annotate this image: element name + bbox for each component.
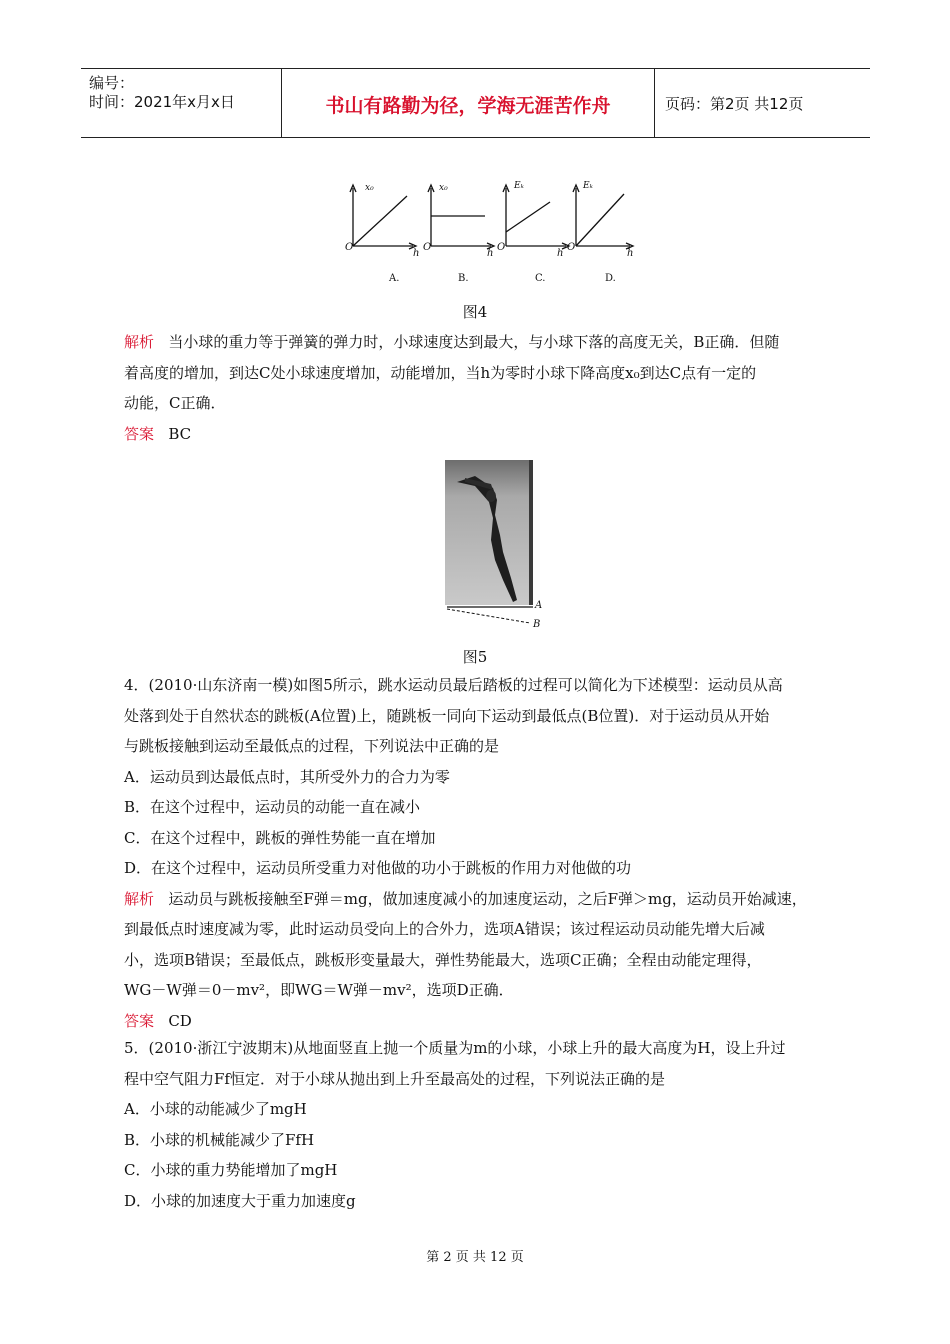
option-d: D．在这个过程中，运动员所受重力对他做的功小于跳板的作用力对他做的功 bbox=[124, 859, 632, 877]
analysis-line: 当小球的重力等于弹簧的弹力时，小球速度达到最大，与小球下落的高度无关，B正确．但随 bbox=[168, 333, 780, 351]
time-label: 时间：2021年x月x日 bbox=[89, 93, 235, 111]
option-c: C．在这个过程中，跳板的弹性势能一直在增加 bbox=[124, 828, 436, 847]
page-info: 页码：第2页 共12页 bbox=[665, 95, 804, 113]
q4-stem bbox=[124, 670, 864, 1036]
question-line: 处落到处于自然状态的跳板(A位置)上，随跳板一同向下运动到最低点(B位置)．对于运动员从开始 bbox=[124, 706, 770, 725]
header-meta-cell bbox=[81, 69, 282, 137]
analysis-line: 到最低点时速度减为零，此时运动员受向上的合外力，选项A错误；该过程运动员动能先增大后减 bbox=[124, 920, 765, 938]
option-a: A．小球的动能减少了mgH bbox=[124, 1100, 307, 1118]
q5-stem bbox=[124, 1033, 864, 1216]
q3-analysis bbox=[124, 327, 864, 449]
panel-a-tag: A. bbox=[389, 273, 400, 284]
answer-label: 答案 bbox=[124, 424, 155, 443]
panel-c-ylabel: Eₖ bbox=[514, 181, 524, 191]
option-b: B．小球的机械能减少了FfH bbox=[124, 1130, 315, 1149]
panel-d-xlabel: h bbox=[627, 248, 634, 259]
analysis-line: WG－W弹＝0－mv²，即WG＝W弹－mv²，选项D正确． bbox=[124, 981, 514, 999]
panel-a-origin: O bbox=[345, 242, 354, 253]
panel-d-tag: D. bbox=[605, 273, 616, 284]
figure-4 bbox=[345, 180, 635, 292]
panel-b-ylabel: x₀ bbox=[439, 183, 448, 193]
question-line: 5．(2010·浙江宁波期末)从地面竖直上抛一个质量为m的小球，小球上升的最大高度为H，设上升过 bbox=[124, 1039, 786, 1057]
analysis-label: 解析 bbox=[124, 889, 155, 908]
analysis-line: 动能，C正确． bbox=[124, 394, 226, 412]
diver-image bbox=[445, 460, 533, 605]
panel-b-xlabel: h bbox=[487, 248, 494, 259]
panel-c-tag: C. bbox=[535, 273, 546, 284]
header-motto-cell bbox=[282, 69, 655, 137]
analysis-label: 解析 bbox=[124, 333, 155, 351]
header-page-cell bbox=[655, 69, 870, 137]
diver-photo bbox=[445, 460, 533, 605]
option-d: D．小球的加速度大于重力加速度g bbox=[124, 1191, 356, 1210]
option-a: A．运动员到达最低点时，其所受外力的合力为零 bbox=[124, 767, 450, 786]
page-footer: 第 2 页 共 12 页 bbox=[426, 1250, 524, 1265]
answer-value: BC bbox=[168, 424, 192, 443]
analysis-line: 运动员与跳板接触至F弹＝mg，做加速度减小的加速度运动，之后F弹＞mg，运动员开始减速， bbox=[168, 889, 807, 908]
panel-c-origin: O bbox=[497, 242, 506, 253]
panel-d-origin: O bbox=[567, 242, 576, 253]
panel-b-tag: B. bbox=[458, 273, 469, 284]
panel-d-ylabel: Eₖ bbox=[583, 181, 593, 191]
question-line: 与跳板接触到运动至最低点的过程，下列说法中正确的是 bbox=[124, 737, 500, 755]
label-a: A bbox=[535, 600, 543, 611]
question-line: 程中空气阻力Ff恒定．对于小球从抛出到上升至最高处的过程，下列说法正确的是 bbox=[124, 1069, 665, 1088]
answer-value: CD bbox=[168, 1011, 192, 1030]
question-line: 4．(2010·山东济南一模)如图5所示，跳水运动员最后踏板的过程可以简化为下述模型：运动员从高 bbox=[124, 676, 783, 694]
panel-a-ylabel: x₀ bbox=[365, 183, 374, 193]
board-lines bbox=[445, 603, 545, 633]
label-b: B bbox=[533, 619, 541, 630]
figure-4-caption: 图4 bbox=[462, 303, 488, 321]
panel-a-xlabel: h bbox=[413, 248, 420, 259]
motto: 书山有路勤为径，学海无涯苦作舟 bbox=[325, 95, 611, 117]
option-b: B．在这个过程中，运动员的动能一直在减小 bbox=[124, 798, 421, 816]
panel-c-xlabel: h bbox=[557, 248, 564, 259]
page-header bbox=[81, 68, 870, 138]
analysis-line: 着高度的增加，到达C处小球速度增加，动能增加，当h为零时小球下降高度x₀到达C点有一定的 bbox=[124, 363, 757, 382]
number-label: 编号： bbox=[89, 74, 135, 92]
panel-b-origin: O bbox=[423, 242, 432, 253]
answer-label: 答案 bbox=[124, 1011, 155, 1030]
board-positions bbox=[445, 600, 545, 633]
analysis-line: 小，选项B错误；至最低点，跳板形变量最大，弹性势能最大，选项C正确；全程由动能定理得， bbox=[124, 950, 762, 969]
option-c: C．小球的重力势能增加了mgH bbox=[124, 1161, 338, 1179]
figure-5-caption: 图5 bbox=[462, 648, 488, 666]
